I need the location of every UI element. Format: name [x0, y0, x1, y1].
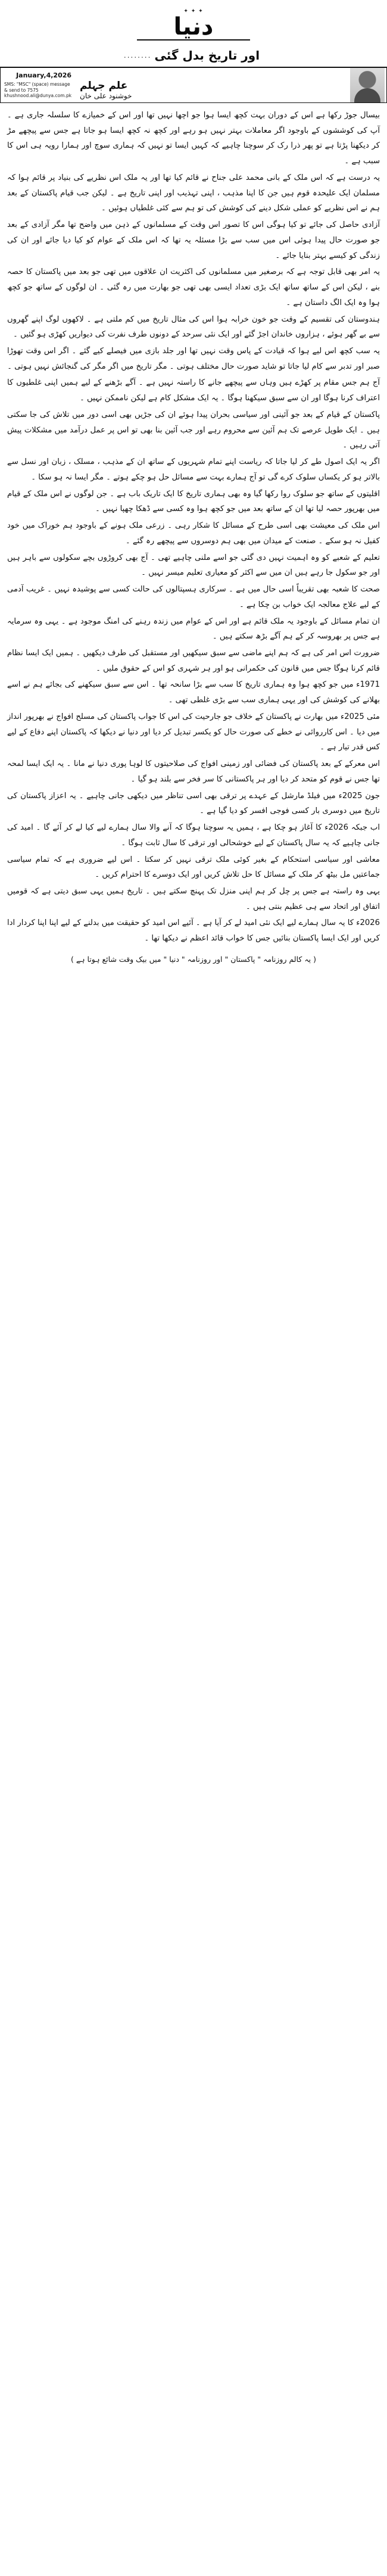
article-paragraph: معاشی اور سیاسی استحکام کے بغیر کوئی ملک ترقی نہیں کر سکتا ۔ اس لیے ضروری ہے کہ تمام سیاسی جماعتیں مل بیٹھ کر ملک کے مسائل کا حل تلاش کریں اور ایک دوسرے کا احترام کریں ۔ — [7, 855, 380, 880]
article-paragraph: اقلیتوں کے ساتھ جو سلوک روا رکھا گیا وہ بھی ہماری تاریخ کا ایک تاریک باب ہے ۔ جن لوگوں نے اس ملک کے قیام میں بھرپور حصہ لیا تھا ان کے ساتھ بعد میں جو کچھ ہوا وہ کسی سے ڈھکا چھپا نہیں ۔ — [7, 489, 380, 514]
author-portrait-image — [350, 68, 385, 102]
article-paragraph: صحت کا شعبہ بھی تقریباً اسی حال میں ہے ۔ سرکاری ہسپتالوں کی حالت کسی سے پوشیدہ نہیں ۔ غریب آدمی کے لیے علاج معالجہ ایک خواب بن چکا ہے ۔ — [7, 585, 380, 609]
article-paragraph: بیسال جوڑ رکھا ہے اس کے دوران بہت کچھ ایسا ہوا جو اچھا نہیں تھا اور اس کے خمیازے کا سلسلہ جاری ہے ۔ آپ کی کوششوں کے باوجود اگر معاملات بہتر نہیں ہو رہے اور کچھ نہ کچھ ایسا ہو جاتا ہے جس سے پیچھے مڑ کر دیکھنا پڑتا ہے تو پھر ذرا رک کر سوچنا چاہیے کہ کہیں ایسا تو نہیں کہ ہماری سوچ اور ہمارا رویہ ہی اس کا سبب ہے ۔ — [7, 111, 380, 166]
masthead-rule — [137, 39, 250, 41]
article-paragraph: اگر یہ ایک اصول طے کر لیا جاتا کہ ریاست اپنے تمام شہریوں کے ساتھ ان کے مذہب ، مسلک ، زبان اور نسل سے بالاتر ہو کر یکساں سلوک کرے گی تو آج ہمارے بہت سے مسائل حل ہو چکے ہوتے ۔ مگر ایسا نہ ہو سکا ۔ — [7, 457, 380, 482]
article-paragraph: اب جبکہ 2026ء کا آغاز ہو چکا ہے ، ہمیں یہ سوچنا ہوگا کہ آنے والا سال ہمارے لیے کیا لے کر آئے گا ۔ امید کی جانی چاہیے کہ یہ سال پاکستان کے لیے خوشحالی اور ترقی کا سال ثابت ہوگا ۔ — [7, 823, 380, 848]
avatar — [348, 68, 387, 102]
masthead-title: دنیا — [173, 13, 214, 41]
author-name: خوشنود علی خان — [80, 92, 132, 101]
article-paragraph: جون 2025ء میں فیلڈ مارشل کے عہدے پر ترقی بھی اسی تناظر میں دیکھی جانی چاہیے ۔ یہ اعزاز پاکستان کی تاریخ میں دوسری بار کسی فوجی افسر کو دیا گیا ہے ۔ — [7, 791, 380, 816]
article-body — [0, 103, 387, 977]
publication-date: January,4,2026 — [16, 71, 72, 80]
author-email[interactable]: khushnood.ali@dunya.com.pk — [4, 93, 72, 99]
byline-meta — [0, 68, 75, 102]
syndication-note: ( یہ کالم روزنامہ " پاکستان " اور روزنامہ " دنیا " میں بیک وقت شائع ہوتا ہے ) — [71, 954, 316, 964]
page-title: اور تاریخ بدل گئی — [154, 48, 260, 63]
article-paragraph: مئی 2025ء میں بھارت نے پاکستان کے خلاف جو جارحیت کی اس کا جواب پاکستان کی مسلح افواج نے بھرپور انداز میں دیا ۔ اس کارروائی نے خطے کی صورت حال کو یکسر تبدیل کر دیا اور دنیا نے دیکھا کہ پاکستان اپنے دفاع کے لیے کس قدر تیار ہے ۔ — [7, 712, 380, 752]
article-paragraph: اس ملک کی معیشت بھی اسی طرح کے مسائل کا شکار رہی ۔ زرعی ملک ہونے کے باوجود ہم خوراک میں خود کفیل نہ ہو سکے ۔ صنعت کے میدان میں بھی ہم دوسروں سے پیچھے رہ گئے ۔ — [7, 521, 380, 546]
article-paragraph: پاکستان کے قیام کے بعد جو آئینی اور سیاسی بحران پیدا ہوئے ان کی جڑیں بھی اسی دور میں تلاش کی جا سکتی ہیں ۔ ایک طویل عرصے تک ہم آئین سے محروم رہے اور جب آئین بنا بھی تو اس پر عمل درآمد میں مشکلات پیش آتی رہیں ۔ — [7, 410, 380, 450]
masthead — [0, 0, 387, 45]
article-paragraph: اس معرکے کے بعد پاکستان کی فضائی اور زمینی افواج کی صلاحیتوں کا لوہا پوری دنیا نے مانا ۔ یہ ایک ایسا لمحہ تھا جس نے قوم کو متحد کر دیا اور ہر پاکستانی کا سر فخر سے بلند ہو گیا ۔ — [7, 759, 380, 784]
article-paragraph: آج ہم جس مقام پر کھڑے ہیں وہاں سے پیچھے جانے کا راستہ نہیں ہے ۔ آگے بڑھنے کے لیے ہمیں اپنی غلطیوں کا اعتراف کرنا ہوگا اور ان سے سبق سیکھنا ہوگا ۔ یہ ایک مشکل کام ہے لیکن ناممکن نہیں ۔ — [7, 378, 380, 403]
column-name: علم جہلم — [80, 80, 128, 92]
article-paragraph: آزادی حاصل کی جائے تو کیا ہوگی اس کا تصور اس وقت کے مسلمانوں کے ذہن میں واضح تھا مگر آزادی کے بعد جو صورت حال پیدا ہوئی اس میں سب سے بڑا مسئلہ یہ تھا کہ اس ملک کے عوام کو کیا دیا جائے اور ان کی زندگی کو کیسے بہتر بنایا جائے ۔ — [7, 220, 380, 260]
article-paragraph: 2026ء کا یہ سال ہمارے لیے ایک نئی امید لے کر آیا ہے ۔ آئیے اس امید کو حقیقت میں بدلنے کے لیے اپنا اپنا کردار ادا کریں اور ایک ایسا پاکستان بنائیں جس کا خواب قائد اعظم نے دیکھا تھا ۔ — [7, 918, 380, 943]
article-paragraph: ان تمام مسائل کے باوجود یہ ملک قائم ہے اور اس کے عوام میں زندہ رہنے کی امنگ موجود ہے ۔ یہی وہ سرمایہ ہے جس پر بھروسہ کر کے ہم آگے بڑھ سکتے ہیں ۔ — [7, 616, 380, 641]
article-paragraph: یہ درست ہے کہ اس ملک کے بانی محمد علی جناح نے قائم کیا تھا اور یہ ملک اس نظریے کی بنیاد پر قائم ہوا کہ مسلمان ایک علیحدہ قوم ہیں جن کا اپنا مذہب ، اپنی تہذیب اور اپنی تاریخ ہے ۔ لیکن جب قیام پاکستان کے بعد ہم نے اس نظریے کو عملی شکل دینے کی کوشش کی تو ہم سے کئی غلطیاں ہوئیں ۔ — [7, 173, 380, 213]
headline-band — [0, 45, 387, 64]
article-paragraph: یہ امر بھی قابل توجہ ہے کہ برصغیر میں مسلمانوں کی اکثریت ان علاقوں میں تھی جو بعد میں پاکستان کا حصہ بنے ، لیکن اس کے ساتھ ساتھ ایک بڑی تعداد ایسی بھی تھی جو بھارت میں رہ گئی ۔ ان لوگوں کے ساتھ جو کچھ ہوا وہ ایک الگ داستان ہے ۔ — [7, 267, 380, 307]
article-paragraph: یہ سب کچھ اس لیے ہوا کہ قیادت کے پاس وقت نہیں تھا اور جلد بازی میں فیصلے کیے گئے ۔ اگر اس وقت تھوڑا صبر اور تدبر سے کام لیا جاتا تو شاید صورت حال مختلف ہوتی ۔ مگر تاریخ میں اگر مگر کی گنجائش نہیں ہوتی ۔ — [7, 347, 380, 371]
article-paragraph: یہی وہ راستہ ہے جس پر چل کر ہم اپنی منزل تک پہنچ سکتے ہیں ۔ تاریخ ہمیں یہی سبق دیتی ہے کہ قومیں اتفاق اور اتحاد سے ہی عظیم بنتی ہیں ۔ — [7, 886, 380, 911]
article-paragraph: 1971ء میں جو کچھ ہوا وہ ہماری تاریخ کا سب سے بڑا سانحہ تھا ۔ اس سے سبق سیکھنے کی بجائے ہم نے اسے بھلانے کی کوشش کی اور یہی ہماری سب سے بڑی غلطی تھی ۔ — [7, 680, 380, 705]
article-paragraphs — [7, 108, 380, 946]
dunya-logo — [137, 6, 250, 43]
headline-dots: ........ — [123, 51, 152, 60]
article-paragraph: تعلیم کے شعبے کو وہ اہمیت نہیں دی گئی جو اسے ملنی چاہیے تھی ۔ آج بھی کروڑوں بچے سکولوں سے باہر ہیں اور جو سکول جا رہے ہیں ان میں سے اکثر کو معیاری تعلیم میسر نہیں ۔ — [7, 553, 380, 578]
article-paragraph: ضرورت اس امر کی ہے کہ ہم اپنے ماضی سے سبق سیکھیں اور مستقبل کی طرف دیکھیں ۔ ہمیں ایک ایسا نظام قائم کرنا ہوگا جس میں قانون کی حکمرانی ہو اور ہر شہری کو اس کے حقوق ملیں ۔ — [7, 648, 380, 673]
article-paragraph: ہندوستان کی تقسیم کے وقت جو خون خرابہ ہوا اس کی مثال تاریخ میں کم ملتی ہے ۔ لاکھوں لوگ اپنے گھروں سے بے گھر ہوئے ، ہزاروں خاندان اجڑ گئے اور ایک نئی سرحد کے دونوں طرف نفرت کی دیواریں کھڑی ہو گئیں ۔ — [7, 314, 380, 339]
byline-bar — [0, 67, 387, 103]
masthead-ornament: ✦ ✦ ✦ — [183, 8, 204, 14]
byline-center — [75, 68, 348, 102]
sms-instruction: SMS: "MSC" (space) message & send to 7575 — [4, 82, 70, 93]
